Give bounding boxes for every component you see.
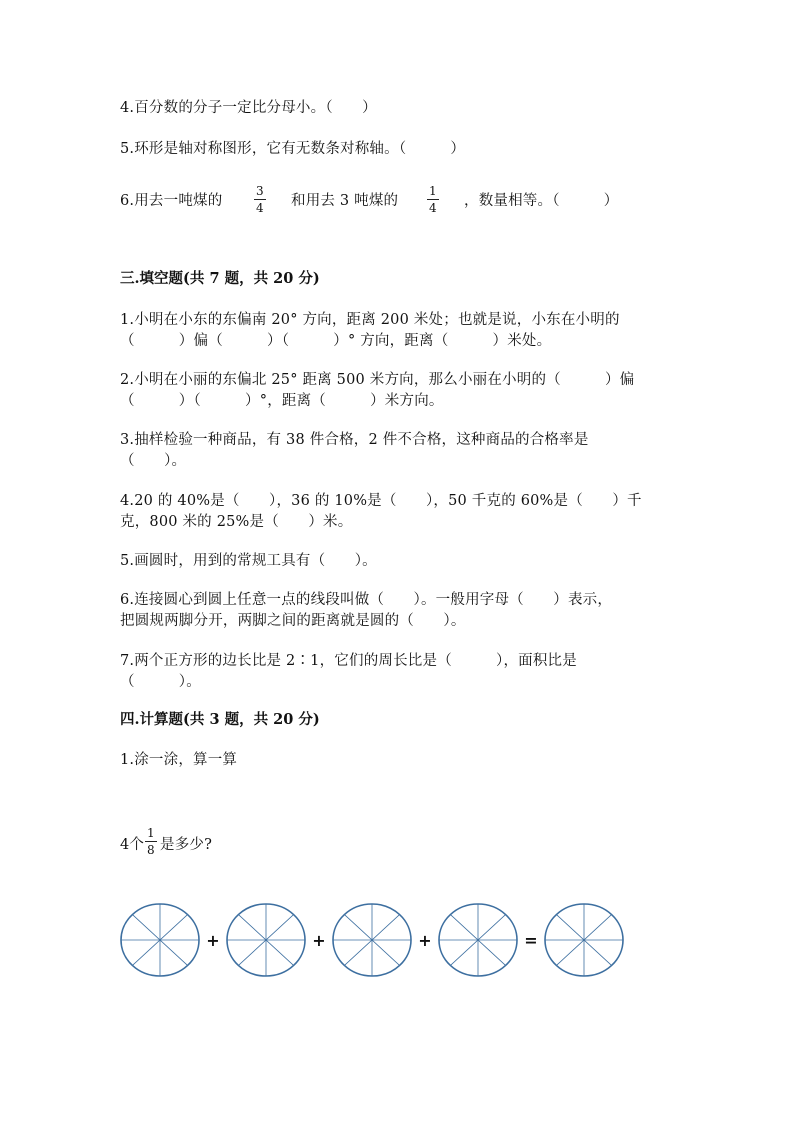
- fraction-numerator: 1: [147, 826, 155, 840]
- section-fill-in-title: 三.填空题(共 7 题，共 20 分): [120, 270, 320, 287]
- eighths-circle: [545, 904, 623, 976]
- fraction-numerator: 3: [256, 184, 264, 198]
- fill-q1-line1: 1.小明在小东的东偏南 20° 方向，距离 200 米处；也就是说，小东在小明的: [120, 312, 620, 328]
- fill-q4-line1: 4.20 的 40%是（ ），36 的 10%是（ ），50 千克的 60%是（ ）千: [120, 493, 642, 509]
- fraction-denominator: 4: [256, 201, 264, 215]
- fraction-denominator: 8: [147, 843, 155, 857]
- fill-q1-line2: （ ）偏（ ）（ ）° 方向，距离（ ）米处。: [120, 333, 552, 349]
- judgement-q4: 4.百分数的分子一定比分母小。（ ）: [120, 100, 377, 116]
- fill-q2-line1: 2.小明在小丽的东偏北 25° 距离 500 米方向，那么小丽在小明的（ ）偏: [120, 372, 635, 388]
- fill-q6-line1: 6.连接圆心到圆上任意一点的线段叫做（ ）。一般用字母（ ）表示，: [120, 592, 613, 608]
- plus-sign: +: [206, 931, 220, 950]
- fill-q7-line1: 7.两个正方形的边长比是 2∶1，它们的周长比是（ ），面积比是: [120, 653, 577, 669]
- judgement-q6-part-c: ，数量相等。（ ）: [464, 193, 619, 209]
- fill-q2-line2: （ ）（ ）°，距离（ ）米方向。: [120, 393, 444, 409]
- fraction-denominator: 4: [429, 201, 437, 215]
- fraction-numerator: 1: [429, 184, 437, 198]
- judgement-q5: 5.环形是轴对称图形，它有无数条对称轴。（ ）: [120, 141, 466, 157]
- fill-q7-line2: （ ）。: [120, 674, 201, 690]
- eighths-circle: [121, 904, 199, 976]
- calc-q1: 1.涂一涂，算一算: [120, 752, 238, 768]
- fill-q3-line2: （ ）。: [120, 453, 187, 469]
- calc-q1-prompt-b: 是多少?: [160, 837, 213, 853]
- fill-q3-line1: 3.抽样检验一种商品，有 38 件合格，2 件不合格，这种商品的合格率是: [120, 432, 589, 448]
- equals-sign: =: [524, 931, 538, 950]
- plus-sign: +: [418, 931, 432, 950]
- eighths-circle: [439, 904, 517, 976]
- judgement-q6-part-a: 6.用去一吨煤的: [120, 193, 223, 209]
- eighths-circle: [227, 904, 305, 976]
- plus-sign: +: [312, 931, 326, 950]
- fill-q5: 5.画圆时，用到的常规工具有（ ）。: [120, 553, 377, 569]
- section-calculation-title: 四.计算题(共 3 题，共 20 分): [120, 711, 320, 728]
- calc-q1-prompt-a: 4个: [120, 837, 145, 853]
- fill-q6-line2: 把圆规两脚分开，两脚之间的距离就是圆的（ ）。: [120, 613, 466, 629]
- judgement-q6-part-b: 和用去 3 吨煤的: [291, 193, 399, 209]
- eighths-circle: [333, 904, 411, 976]
- fill-q4-line2: 克，800 米的 25%是（ ）米。: [120, 514, 353, 530]
